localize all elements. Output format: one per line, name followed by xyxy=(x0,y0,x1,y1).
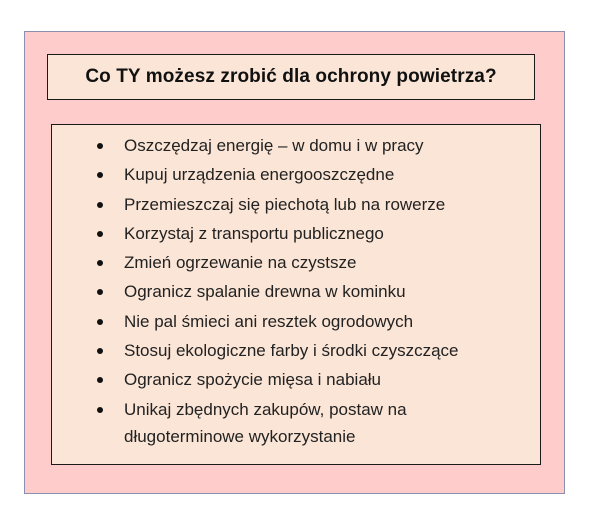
bullet-icon xyxy=(97,407,103,413)
list-item-text: Ogranicz spożycie mięsa i nabiału xyxy=(124,370,382,390)
infographic-panel xyxy=(24,31,565,494)
list-item-text: Zmień ogrzewanie na czystsze xyxy=(124,253,357,273)
list-item xyxy=(52,191,540,218)
list-item-text: Korzystaj z transportu publicznego xyxy=(124,223,384,243)
bullet-icon xyxy=(97,143,103,149)
list-item xyxy=(52,396,540,450)
list-item-text: Unikaj zbędnych zakupów, postaw na długoterminowe wykorzystanie xyxy=(124,399,407,446)
list-item-text: Nie pal śmieci ani resztek ogrodowych xyxy=(124,311,414,331)
list-item xyxy=(52,308,540,335)
list-item xyxy=(52,220,540,247)
list-item xyxy=(52,161,540,188)
bullet-icon xyxy=(97,260,103,266)
bullet-icon xyxy=(97,202,103,208)
tips-list xyxy=(52,132,540,452)
bullet-icon xyxy=(97,172,103,178)
title-box xyxy=(47,54,535,100)
tips-box xyxy=(51,124,541,465)
bullet-icon xyxy=(97,289,103,295)
list-item-text: Oszczędzaj energię – w domu i w pracy xyxy=(124,136,424,155)
bullet-icon xyxy=(97,319,103,325)
bullet-icon xyxy=(97,231,103,237)
list-item xyxy=(52,132,540,159)
bullet-icon xyxy=(97,377,103,383)
list-item-text: Stosuj ekologiczne farby i środki czyszczące xyxy=(124,341,459,361)
list-item xyxy=(52,366,540,393)
list-item-text: Przemieszczaj się piechotą lub na rowerze xyxy=(124,194,446,214)
list-item-text: Kupuj urządzenia energooszczędne xyxy=(124,165,395,185)
list-item xyxy=(52,278,540,305)
list-item-text: Ogranicz spalanie drewna w kominku xyxy=(124,282,406,302)
page-title: Co TY możesz zrobić dla ochrony powietrza? xyxy=(85,66,497,87)
list-item xyxy=(52,337,540,364)
list-item xyxy=(52,249,540,276)
bullet-icon xyxy=(97,348,103,354)
